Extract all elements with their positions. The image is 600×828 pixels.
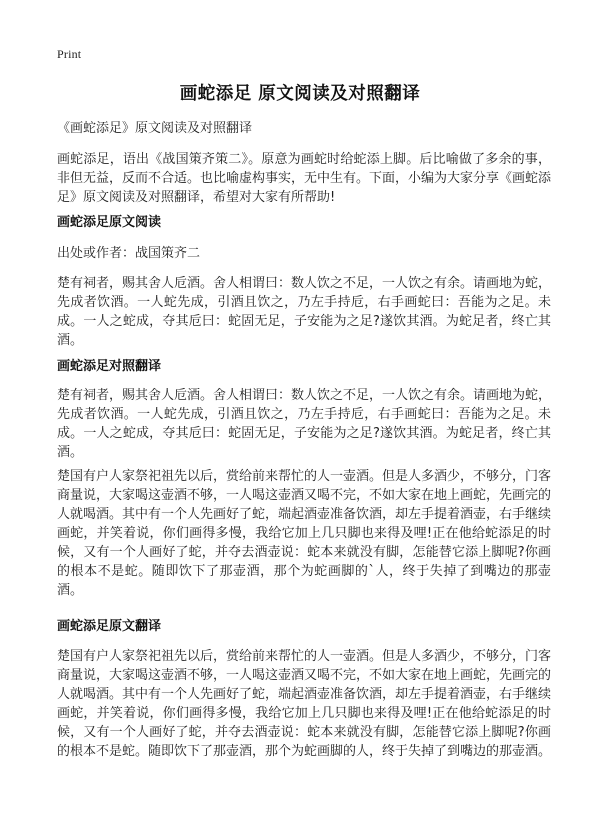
section-heading-translation: 画蛇添足原文翻译 [57,619,162,634]
intro-paragraph: 画蛇添足，语出《战国策齐策二》。原意为画蛇时给蛇添上脚。后比喻做了多余的事，非但无益，反而不合适。也比喻虚构事实，无中生有。下面，小编为大家分享《画蛇添足》原文阅读及对照翻译，希望对大家有所帮助! [57,152,552,205]
source-line: 出处或作者：战国策齐二 [57,246,201,261]
print-link[interactable]: Print [57,47,82,61]
page-title: 画蛇添足 原文阅读及对照翻译 [179,84,421,104]
comparison-translation-paragraph: 楚国有户人家祭祀祖先以后，赏给前来帮忙的人一壶酒。但是人多酒少，不够分，门客商量说，大家喝这壶酒不够，一人喝这壶酒又喝不完，不如大家在地上画蛇，先画完的人就喝酒。其中有一个人先画好了蛇，端起酒壶准备饮酒，却左手提着酒壶，右手继续画蛇，并笑着说，你们画得多慢，我给它加上几只脚也来得及哩!正在他给蛇添足的时候，又有一个人画好了蛇，并夺去酒壶说：蛇本来就没有脚，怎能替它添上脚呢?你画的根本不是蛇。随即饮下了那壶酒，那个为蛇画脚的`人，终于失掉了到嘴边的那壶酒。 [57,469,552,598]
subtitle: 《画蛇添足》原文阅读及对照翻译 [57,121,253,136]
original-text-paragraph: 楚有祠者，赐其舍人卮酒。舍人相谓曰：数人饮之不足，一人饮之有余。请画地为蛇，先成者饮酒。一人蛇先成，引酒且饮之，乃左手持卮，右手画蛇曰：吾能为之足。未成。一人之蛇成，夺其卮曰：蛇固无足，子安能为之足?遂饮其酒。为蛇足者，终亡其酒。 [57,276,552,348]
translation-paragraph: 楚国有户人家祭祀祖先以后，赏给前来帮忙的人一壶酒。但是人多酒少，不够分，门客商量说，大家喝这壶酒不够，一人喝这壶酒又喝不完，不如大家在地上画蛇，先画完的人就喝酒。其中有一个人先画好了蛇，端起酒壶准备饮酒，却左手提着酒壶，右手继续画蛇，并笑着说，你们画得多慢，我给它加上几只脚也来得及哩!正在他给蛇添足的时候，又有一个人画好了蛇，并夺去酒壶说：蛇本来就没有脚，怎能替它添上脚呢?你画的根本不是蛇。随即饮下了那壶酒，那个为蛇画脚的人，终于失掉了到嘴边的那壶酒。 [57,649,552,759]
section-heading-comparison: 画蛇添足对照翻译 [57,359,162,374]
section-heading-original: 画蛇添足原文阅读 [57,215,162,230]
comparison-original-paragraph: 楚有祠者，赐其舍人卮酒。舍人相谓曰：数人饮之不足，一人饮之有余。请画地为蛇，先成者饮酒。一人蛇先成，引酒且饮之，乃左手持卮，右手画蛇曰：吾能为之足。未成。一人之蛇成，夺其卮曰：蛇固无足，子安能为之足?遂饮其酒。为蛇足者，终亡其酒。 [57,388,552,460]
